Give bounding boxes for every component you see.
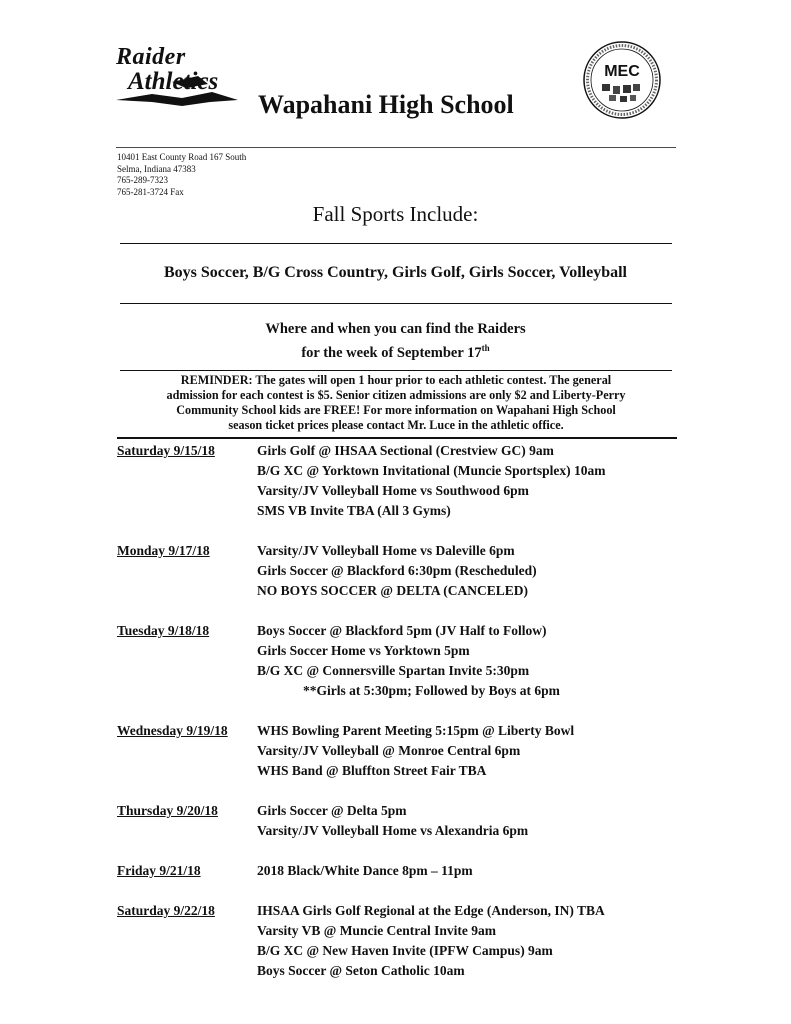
event-item: SMS VB Invite TBA (All 3 Gyms) xyxy=(257,503,451,518)
event-item: B/G XC @ Connersville Spartan Invite 5:30pm xyxy=(257,663,530,678)
event-item: WHS Bowling Parent Meeting 5:15pm @ Liberty Bowl xyxy=(257,723,575,738)
address-phone: 765-289-7323 xyxy=(117,175,168,185)
event-item: Varsity/JV Volleyball Home vs Daleville 6pm xyxy=(257,543,515,558)
header-divider xyxy=(116,147,676,148)
schedule-day xyxy=(117,441,697,521)
where-when-heading xyxy=(0,320,791,363)
divider xyxy=(120,370,672,371)
event-item: Varsity/JV Volleyball Home vs Southwood 6pm xyxy=(257,483,529,498)
schedule-day xyxy=(117,801,697,841)
schedule-day xyxy=(117,861,697,881)
day-label: Monday 9/17/18 xyxy=(117,543,210,558)
weekly-schedule xyxy=(117,441,697,1001)
schedule-day xyxy=(117,901,697,981)
event-item: 2018 Black/White Dance 8pm – 11pm xyxy=(257,863,473,878)
event-item: Girls Soccer @ Delta 5pm xyxy=(257,803,407,818)
reminder-line: season ticket prices please contact Mr. Luce in the athletic office. xyxy=(228,418,564,432)
mec-conference-seal xyxy=(582,40,662,120)
divider xyxy=(117,437,677,439)
event-item: Boys Soccer @ Blackford 5pm (JV Half to Follow) xyxy=(257,623,547,638)
date-suffix: th xyxy=(481,343,490,353)
event-item: WHS Band @ Bluffton Street Fair TBA xyxy=(257,763,487,778)
where-when-line2: for the week of September 17 xyxy=(301,344,482,361)
logo-text-athletics: Athletics xyxy=(128,68,219,95)
event-item: B/G XC @ New Haven Invite (IPFW Campus) 9am xyxy=(257,943,553,958)
event-item: B/G XC @ Yorktown Invitational (Muncie Sportsplex) 10am xyxy=(257,463,606,478)
event-item: Girls Soccer Home vs Yorktown 5pm xyxy=(257,643,470,658)
schedule-day xyxy=(117,621,697,701)
event-item: Boys Soccer @ Seton Catholic 10am xyxy=(257,963,465,978)
day-label: Wednesday 9/19/18 xyxy=(117,723,228,738)
where-when-line1: Where and when you can find the Raiders xyxy=(265,321,526,337)
event-item: Varsity/JV Volleyball Home vs Alexandria 6pm xyxy=(257,823,529,838)
address-city: Selma, Indiana 47383 xyxy=(117,163,196,174)
divider xyxy=(120,243,672,244)
event-item: Varsity VB @ Muncie Central Invite 9am xyxy=(257,923,497,938)
event-item: Girls Golf @ IHSAA Sectional (Crestview GC) 9am xyxy=(257,443,554,458)
event-item: IHSAA Girls Golf Regional at the Edge (Anderson, IN) TBA xyxy=(257,903,605,918)
event-item: Varsity/JV Volleyball @ Monroe Central 6pm xyxy=(257,743,521,758)
day-label: Thursday 9/20/18 xyxy=(117,803,218,818)
divider xyxy=(120,303,672,304)
day-label: Saturday 9/15/18 xyxy=(117,443,215,458)
schedule-day xyxy=(117,541,697,601)
day-label: Friday 9/21/18 xyxy=(117,863,201,878)
reminder-notice xyxy=(120,373,672,433)
event-item: **Girls at 5:30pm; Followed by Boys at 6pm xyxy=(303,683,560,698)
school-address xyxy=(117,152,246,198)
day-label: Tuesday 9/18/18 xyxy=(117,623,210,638)
schedule-day xyxy=(117,721,697,781)
fall-sports-heading: Fall Sports Include: xyxy=(312,202,479,226)
reminder-line: REMINDER: The gates will open 1 hour prior to each athletic contest. The general xyxy=(180,373,612,387)
address-fax: 765-281-3724 Fax xyxy=(117,186,184,197)
event-item: Girls Soccer @ Blackford 6:30pm (Rescheduled) xyxy=(257,563,537,578)
address-street: 10401 East County Road 167 South xyxy=(117,152,247,162)
day-label: Saturday 9/22/18 xyxy=(117,903,215,918)
reminder-line: admission for each contest is $5. Senior citizen admissions are only $2 and Liberty-Perry xyxy=(166,388,626,402)
reminder-line: Community School kids are FREE! For more information on Wapahani High School xyxy=(176,403,616,417)
raider-athletics-logo xyxy=(112,42,242,108)
logo-text-raider: Raider xyxy=(116,44,186,70)
page-title: Wapahani High School xyxy=(258,90,514,119)
event-item: NO BOYS SOCCER @ DELTA (CANCELED) xyxy=(257,583,528,598)
seal-text: MEC xyxy=(604,63,640,80)
sports-list: Boys Soccer, B/G Cross Country, Girls Golf, Girls Soccer, Volleyball xyxy=(164,264,627,281)
